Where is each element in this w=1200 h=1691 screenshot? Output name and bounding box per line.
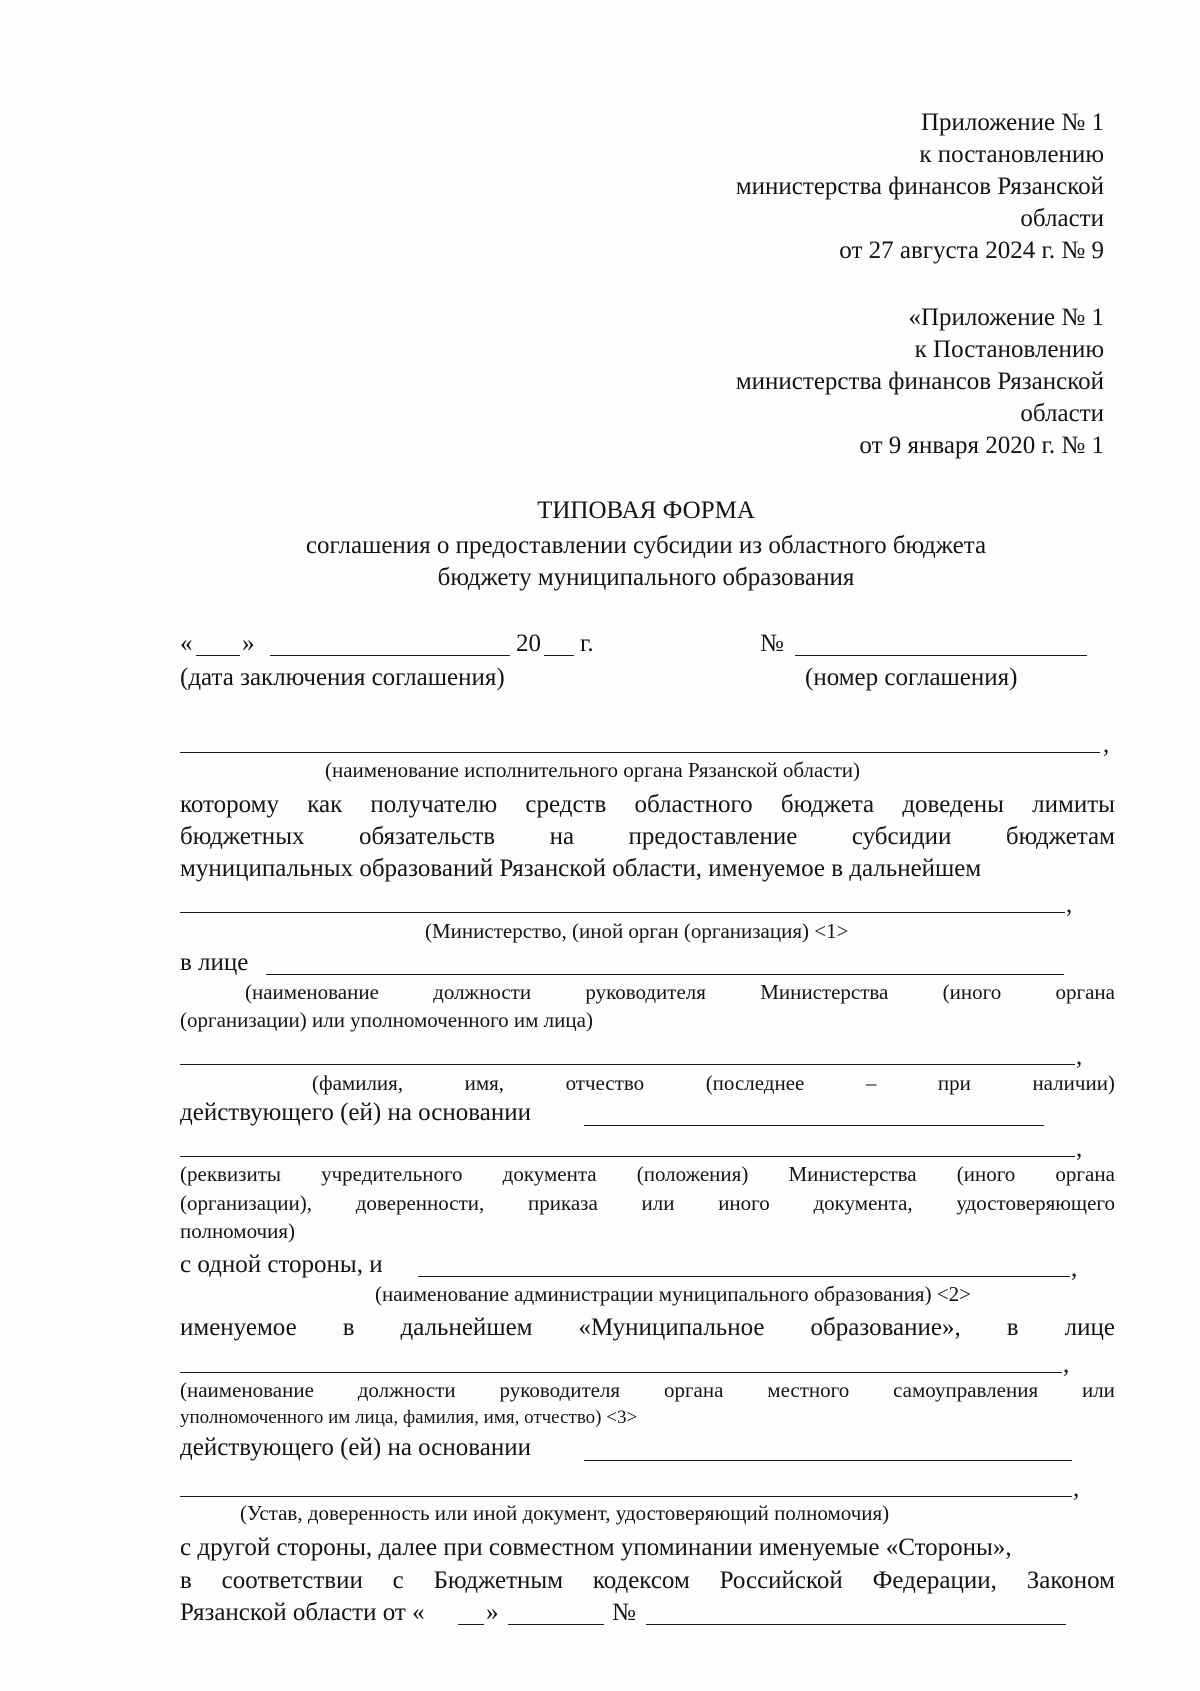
- word: в: [1006, 1314, 1019, 1341]
- position-caption: [245, 982, 1115, 1003]
- document-title: ТИПОВАЯ ФОРМА: [537, 497, 755, 524]
- document-subtitle-line1: соглашения о предоставлении субсидии из областного бюджета: [305, 532, 987, 559]
- word: должности: [357, 1378, 456, 1402]
- agreement-number-blank: [795, 655, 1087, 656]
- comma: ,: [1063, 1351, 1070, 1378]
- word: областного: [634, 791, 753, 818]
- resolution-date-line: от 27 августа 2024 г. № 9: [839, 237, 1104, 264]
- requisites-caption-line1: [180, 1164, 1115, 1185]
- ministry-caption: (Министерство, (иной орган (организация) <1>: [425, 919, 849, 943]
- position-caption-line2: (организации) или уполномоченного им лица): [180, 1008, 593, 1032]
- word: наличии): [1032, 1071, 1115, 1095]
- word: субсидии: [851, 823, 952, 850]
- word: иного: [718, 1191, 770, 1215]
- word: документа,: [813, 1191, 913, 1215]
- word: (организации),: [180, 1191, 312, 1215]
- word: документа: [502, 1162, 597, 1186]
- charter-caption: (Устав, доверенность или иной документ, удостоверяющий полномочия): [240, 1501, 890, 1525]
- word: Бюджетным: [433, 1567, 564, 1594]
- appendix-number-line: Приложение № 1: [920, 109, 1104, 136]
- number-sign: №: [760, 630, 784, 657]
- requisites-blank: [180, 1156, 1075, 1157]
- word: бюджетных: [180, 823, 305, 850]
- word: удостоверяющего: [956, 1191, 1115, 1215]
- comma: ,: [1103, 731, 1110, 758]
- year-blank: [544, 655, 574, 656]
- word: доверенности,: [355, 1191, 485, 1215]
- date-caption: (дата заключения соглашения): [180, 664, 505, 691]
- acting-basis-blank: [584, 1460, 1072, 1461]
- word: соответствии: [221, 1567, 363, 1594]
- month-blank: [270, 655, 510, 656]
- word: образование»,: [810, 1314, 961, 1341]
- ministry-line: министерства финансов Рязанской: [735, 173, 1104, 200]
- word: самоуправления: [893, 1378, 1039, 1402]
- old-resolution-date-line: от 9 января 2020 г. № 1: [859, 432, 1104, 459]
- law-number-blank: [646, 1624, 1066, 1625]
- word: Законом: [1026, 1567, 1115, 1594]
- word: кодексом: [592, 1567, 690, 1594]
- administration-caption: (наименование администрации муниципального образования) <2>: [375, 1282, 972, 1306]
- word: учредительного: [321, 1162, 463, 1186]
- executive-body-caption: (наименование исполнительного органа Рязанской области): [325, 758, 861, 782]
- word: Федерации,: [872, 1567, 997, 1594]
- word: «Муниципальное: [578, 1314, 765, 1341]
- word: в: [180, 1567, 192, 1594]
- paragraph-line: [180, 824, 1115, 849]
- word: (наименование: [245, 980, 379, 1004]
- law-day-blank: [458, 1624, 484, 1625]
- word: (иного: [942, 980, 1002, 1004]
- word: бюджетам: [1005, 823, 1115, 850]
- word: (иного: [956, 1162, 1016, 1186]
- word: органа: [1055, 980, 1115, 1004]
- word: (последнее: [705, 1071, 805, 1095]
- local-head-caption-line2: уполномоченного им лица, фамилия, имя, отчество) <3>: [180, 1407, 638, 1428]
- word: бюджета: [780, 791, 875, 818]
- word: на: [549, 823, 575, 850]
- word: в: [342, 1314, 355, 1341]
- named-line: [180, 1315, 1115, 1340]
- number-caption: (номер соглашения): [805, 664, 1018, 691]
- word: предоставление: [628, 823, 798, 850]
- word: как: [307, 791, 343, 818]
- word: лимиты: [1032, 791, 1115, 818]
- law-from-label: Рязанской области от «: [180, 1599, 425, 1626]
- word: органа: [1055, 1162, 1115, 1186]
- acting-basis-label: действующего (ей) на основании: [180, 1434, 531, 1461]
- word: получателю: [370, 791, 498, 818]
- charter-blank: [180, 1496, 1072, 1497]
- word: (реквизиты: [180, 1162, 281, 1186]
- word: при: [937, 1071, 971, 1095]
- comma: ,: [1073, 1475, 1080, 1502]
- word: (фамилия,: [312, 1071, 404, 1095]
- acting-basis-blank: [584, 1125, 1044, 1126]
- year-suffix: г.: [580, 630, 594, 657]
- word: (положения): [636, 1162, 749, 1186]
- word: с: [392, 1567, 404, 1594]
- word: которому: [180, 791, 279, 818]
- comma: ,: [1071, 1255, 1078, 1282]
- word: –: [865, 1071, 877, 1095]
- comma: ,: [1076, 1135, 1083, 1162]
- full-name-caption: [312, 1073, 1115, 1094]
- law-month-blank: [508, 1624, 604, 1625]
- law-number-sign: №: [612, 1599, 636, 1626]
- old-appendix-number-line: «Приложение № 1: [908, 304, 1104, 331]
- word: отчество: [565, 1071, 645, 1095]
- paragraph-line: [180, 1568, 1115, 1593]
- in-person-label: в лице: [180, 949, 249, 976]
- local-head-caption-line1: [180, 1380, 1115, 1401]
- word: должности: [433, 980, 532, 1004]
- word: доведены: [902, 791, 1004, 818]
- old-region-line: области: [1020, 400, 1104, 427]
- ministry-blank: [180, 912, 1065, 913]
- date-quote-open: «: [180, 630, 193, 657]
- executive-body-blank: [180, 752, 1100, 753]
- word: лице: [1064, 1314, 1115, 1341]
- requisites-caption-line3: полномочия): [180, 1219, 295, 1243]
- to-resolution-line: к постановлению: [919, 141, 1104, 168]
- paragraph-line: [180, 792, 1115, 817]
- date-quote-close: »: [242, 630, 255, 657]
- region-line: области: [1020, 205, 1104, 232]
- position-blank: [266, 974, 1064, 975]
- word: руководителя: [499, 1378, 621, 1402]
- old-to-resolution-line: к Постановлению: [914, 336, 1104, 363]
- word: руководителя: [585, 980, 706, 1004]
- law-quote-close: »: [486, 1599, 499, 1626]
- document-subtitle-line2: бюджету муниципального образования: [437, 564, 855, 591]
- year-prefix: 20: [516, 630, 541, 657]
- old-ministry-line: министерства финансов Рязанской: [735, 368, 1104, 395]
- word: (наименование: [180, 1378, 314, 1402]
- word: или: [1081, 1378, 1115, 1402]
- word: обязательств: [358, 823, 496, 850]
- acting-basis-label: действующего (ей) на основании: [180, 1099, 531, 1126]
- word: Министерства: [760, 980, 889, 1004]
- paragraph-line: с другой стороны, далее при совместном упоминании именуемые «Стороны»,: [180, 1534, 1012, 1561]
- word: имя,: [464, 1071, 505, 1095]
- comma: ,: [1066, 891, 1073, 918]
- word: именуемое: [180, 1314, 297, 1341]
- word: дальнейшем: [400, 1314, 533, 1341]
- word: Министерства: [788, 1162, 917, 1186]
- comma: ,: [1076, 1043, 1083, 1070]
- word: местного: [767, 1378, 850, 1402]
- one-side-label: с одной стороны, и: [180, 1251, 383, 1278]
- word: средств: [525, 791, 607, 818]
- word: органа: [663, 1378, 724, 1402]
- local-head-blank: [180, 1372, 1062, 1373]
- administration-blank: [418, 1276, 1070, 1277]
- paragraph-line: муниципальных образований Рязанской области, именуемое в дальнейшем: [180, 855, 982, 882]
- word: или: [641, 1191, 675, 1215]
- day-blank: [196, 655, 240, 656]
- requisites-caption-line2: [180, 1193, 1115, 1214]
- full-name-blank: [180, 1064, 1075, 1065]
- word: Российской: [719, 1567, 843, 1594]
- word: приказа: [528, 1191, 598, 1215]
